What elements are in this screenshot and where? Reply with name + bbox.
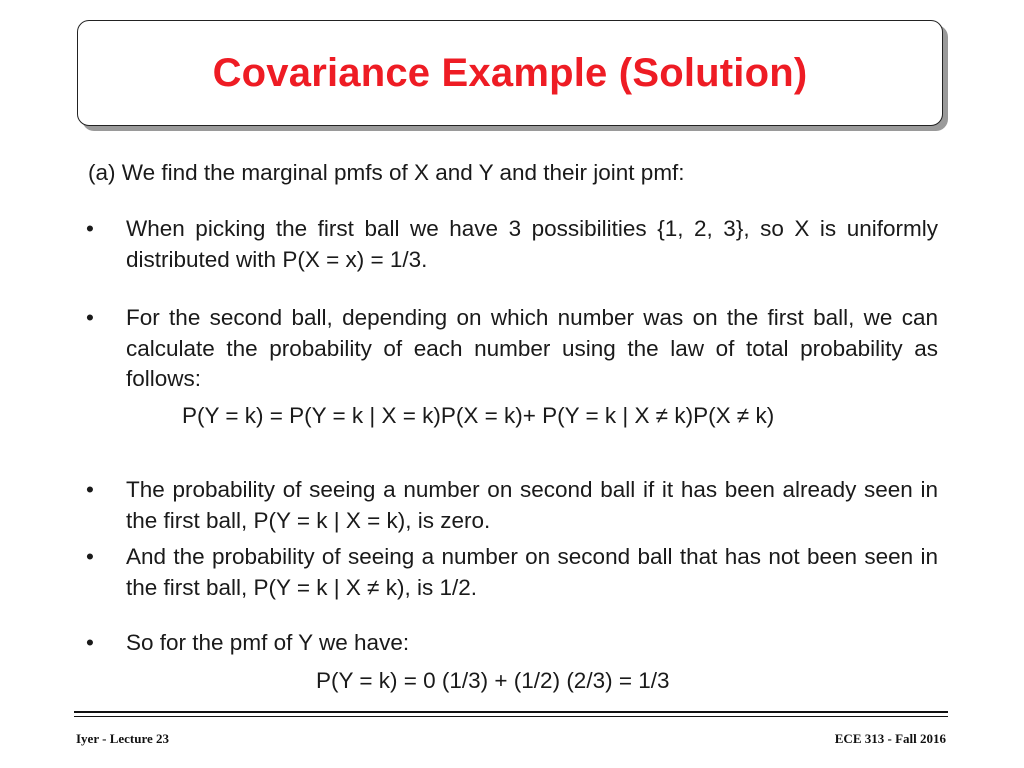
bullet-icon: • xyxy=(86,216,94,241)
bullet-item xyxy=(86,303,938,395)
bullet-text: The probability of seeing a number on second ball if it has been already seen in the first ball, P(Y = k | X = k), is zero. xyxy=(126,477,938,533)
footer-divider-thick xyxy=(74,711,948,713)
bullet-item xyxy=(86,628,938,659)
bullet-item xyxy=(86,214,938,275)
footer-course-label: ECE 313 - Fall 2016 xyxy=(834,731,946,746)
bullet-item xyxy=(86,542,938,603)
bullet-icon: • xyxy=(86,477,94,502)
footer-lecture-label: Iyer - Lecture 23 xyxy=(76,731,170,746)
bullet-item xyxy=(86,475,938,536)
bullet-text: For the second ball, depending on which number was on the first ball, we can calculate the probability of each number using the law of total probability as follows: xyxy=(126,305,938,391)
footer-divider-thin xyxy=(74,716,948,717)
bullet-text: So for the pmf of Y we have: xyxy=(126,630,410,655)
pmf-y-formula: P(Y = k) = 0 (1/3) + (1/2) (2/3) = 1/3 xyxy=(316,668,670,693)
intro-text: (a) We find the marginal pmfs of X and Y and their joint pmf: xyxy=(88,160,685,185)
title-box xyxy=(77,20,943,126)
bullet-icon: • xyxy=(86,305,94,330)
bullet-text: And the probability of seeing a number on second ball that has not been seen in the first ball, P(Y = k | X ≠ k), is 1/2. xyxy=(126,544,938,600)
bullet-text: When picking the first ball we have 3 possibilities {1, 2, 3}, so X is uniformly distributed with P(X = x) = 1/3. xyxy=(126,216,938,272)
bullet-icon: • xyxy=(86,630,94,655)
total-probability-formula: P(Y = k) = P(Y = k | X = k)P(X = k)+ P(Y = k | X ≠ k)P(X ≠ k) xyxy=(182,403,775,428)
bullet-icon: • xyxy=(86,544,94,569)
slide-title: Covariance Example (Solution) xyxy=(212,50,808,95)
